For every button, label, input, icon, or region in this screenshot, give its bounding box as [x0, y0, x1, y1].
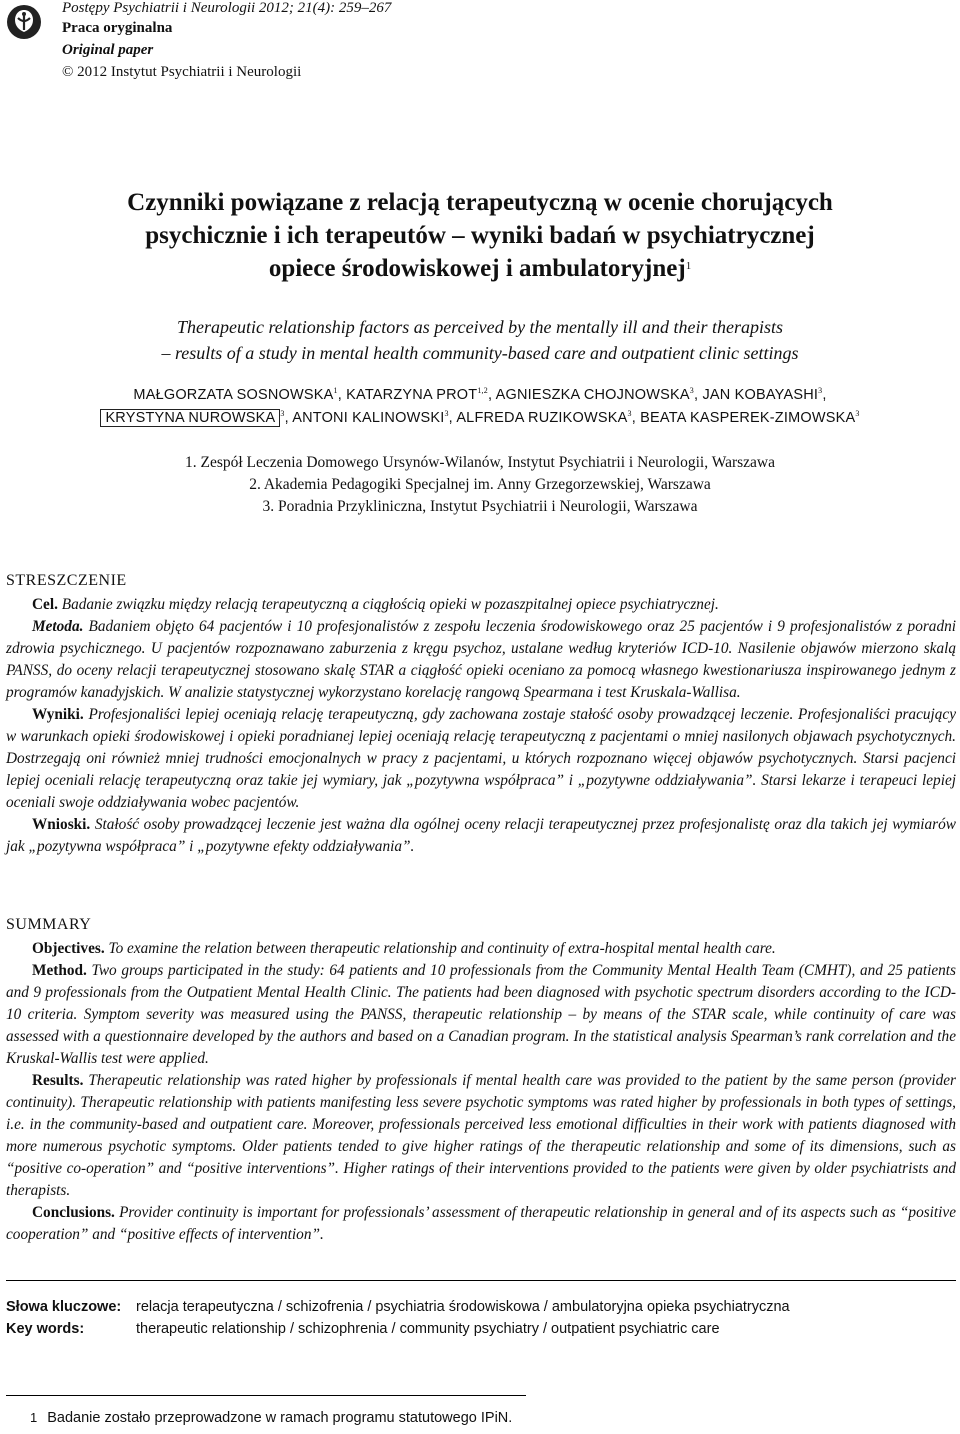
abstract-paragraph	[6, 594, 956, 616]
affiliations	[40, 452, 920, 518]
section-label: Objectives.	[32, 940, 105, 957]
author	[292, 410, 456, 426]
section-label: Cel.	[32, 596, 58, 613]
author-sep: ,	[487, 386, 496, 403]
article-type-pl: Praca oryginalna	[62, 20, 173, 36]
section-label: Wnioski.	[32, 816, 91, 833]
section-label: Wyniki.	[32, 706, 84, 723]
keywords-text: therapeutic relationship / schizophrenia / community psychiatry / outpatient psychiatric care	[136, 1321, 720, 1337]
author-name: ANTONI KALINOWSKI	[292, 409, 445, 426]
paragraph-text: Therapeutic relationship was rated higher by professionals if mental health care was provided to the patient by the same person (provider continuity). Therapeutic relationship with patients manifesting less severe psychotic symptoms was rated higher by professionals in both types of settings, i.e. in the community-based and outpatient care. Moreover, professionals perceived less emotional difficulties in their work with patients diagnosed with more numerous psychotic symptoms. Older patients tended to give higher ratings of the therapeutic relationship and some of its dimensions, such as “positive co-operation” and “positive interventions”. Higher ratings of their interventions provided to the patients were given by older psychiatrists and therapists.	[6, 1072, 956, 1199]
author-affil-mark: 3	[627, 409, 632, 418]
author-affil-mark: 1,2	[477, 386, 488, 395]
section-label: Metoda.	[32, 618, 84, 635]
author-sep: ,	[631, 409, 641, 426]
paragraph-text: Badaniem objęto 64 pacjentów i 10 profesjonalistów z zespołu leczenia środowiskowego oraz 25 pacjentów i 9 profesjonalistów z poradni zdrowia psychicznego. U pacjentów rozpoznawano zaburzenia z kręgu psychoz, ustalane według kryteriów ICD-10. Nasilenie objawów mierzono skalą PANSS, do oceny relacji terapeutycznej stosowano skalę STAR a ciągłość opieki oceniano za pomocą własnego kwestionariusza inspirowanego jednym z programów kanadyjskich. W analizie statystycznej wykorzystano korelację rangową Spearmana i test Kruskala-Wallisa.	[6, 618, 956, 701]
section-label: Method.	[32, 962, 87, 979]
author	[702, 387, 826, 403]
author-sep: ,	[693, 386, 703, 403]
paragraph-text: Two groups participated in the study: 64 patients and 10 professionals from the Community Mental Health Team (CMHT), and 25 patients and 9 professionals from the Outpatient Mental Health Clinic. The patients had been diagnosed with psychotic spectrum disorders according to the ICD-10 criteria. Symptom severity was measured using the PANSS, therapeutic relationship – by means of the STAR scale, while continuity of care was assessed with a questionnaire developed by the authors and based on a Canadian program. In the statistical analysis Spearman’s rank correlation and the Kruskal-Wallis test were applied.	[6, 962, 956, 1067]
author-name: BEATA KASPEREK-ZIMOWSKA	[640, 409, 856, 426]
keywords-label: Key words:	[6, 1321, 85, 1337]
title-footnote-mark: 1	[685, 260, 692, 272]
abstract-paragraph	[6, 1070, 956, 1202]
title-line-1: Czynniki powiązane z relacją terapeutyczną w ocenie chorujących	[127, 189, 833, 216]
author-sep: ,	[822, 386, 827, 403]
author	[496, 387, 703, 403]
article-title-en	[40, 314, 920, 366]
abstract-paragraph	[6, 1202, 956, 1246]
author	[456, 410, 640, 426]
section-label: Results.	[32, 1072, 84, 1089]
author-name: ALFREDA RUZIKOWSKA	[456, 409, 628, 426]
en-title-line-2: – results of a study in mental health community-based care and outpatient clinic settings	[161, 343, 799, 363]
summary-body	[6, 938, 956, 1246]
paragraph-text: To examine the relation between therapeutic relationship and continuity of extra-hospital mental health care.	[104, 940, 776, 957]
abstract-paragraph	[6, 938, 956, 960]
paragraph-text: Provider continuity is important for professionals’ assessment of therapeutic relationship in general and of its aspects such as “positive cooperation” and “positive effects of intervention”.	[6, 1204, 956, 1243]
en-title-line-1: Therapeutic relationship factors as perceived by the mentally ill and their therapists	[176, 317, 784, 337]
abstract-paragraph	[6, 960, 956, 1070]
author-sep: ,	[284, 409, 293, 426]
author	[640, 410, 859, 426]
affiliation: 2. Akademia Pedagogiki Specjalnej im. Anny Grzegorzewskiej, Warszawa	[249, 476, 711, 493]
author-sep: ,	[337, 386, 347, 403]
paragraph-text: Stałość osoby prowadzącej leczenie jest ważna dla ogólnej oceny relacji terapeutycznej przez profesjonalistę oraz dla takich jej wymiarów jak „pozytywna współpraca” i „pozytywne efekty oddziaływania”.	[6, 816, 956, 855]
author-name: JAN KOBAYASHI	[702, 386, 819, 403]
author-affil-mark: 3	[280, 409, 285, 418]
journal-logo-icon	[6, 4, 42, 40]
summary-heading: SUMMARY	[6, 916, 92, 933]
author-affil-mark: 3	[855, 409, 860, 418]
streszczenie-heading: STRESZCZENIE	[6, 572, 127, 589]
keywords-text: relacja terapeutyczna / schizofrenia / psychiatria środowiskowa / ambulatoryjna opieka psychiatryczna	[136, 1299, 790, 1315]
footnote-text: Badanie zostało przeprowadzone w ramach programu statutowego IPiN.	[47, 1410, 513, 1426]
footnote-divider	[6, 1395, 526, 1396]
author-name: KATARZYNA PROT	[346, 386, 478, 403]
author-name-highlighted: KRYSTYNA NUROWSKA	[100, 409, 280, 427]
affiliation: 1. Zespół Leczenia Domowego Ursynów-Wilanów, Instytut Psychiatrii i Neurologii, Warszawa	[185, 454, 775, 471]
author-affil-mark: 3	[444, 409, 449, 418]
abstract-paragraph	[6, 814, 956, 858]
keywords-divider	[6, 1280, 956, 1281]
author	[133, 387, 346, 403]
author	[100, 410, 292, 426]
paragraph-text: Badanie związku między relacją terapeutyczną a ciągłością opieki w pozaszpitalnej opiece psychiatrycznej.	[57, 596, 719, 613]
author-affil-mark: 3	[818, 386, 823, 395]
author-name: MAŁGORZATA SOSNOWSKA	[133, 386, 334, 403]
title-line-3-text: opiece środowiskowej i ambulatoryjnej	[268, 255, 686, 282]
journal-citation: Postępy Psychiatrii i Neurologii 2012; 21(4): 259–267	[62, 0, 392, 16]
authors-line-2	[10, 409, 950, 426]
author-name: AGNIESZKA CHOJNOWSKA	[495, 386, 690, 403]
article-title-pl	[40, 186, 920, 285]
title-line-3	[40, 252, 920, 285]
section-label: Conclusions.	[32, 1204, 115, 1221]
title-line-2: psychicznie i ich terapeutów – wyniki badań w psychiatrycznej	[145, 222, 815, 249]
author-sep: ,	[448, 409, 457, 426]
author-affil-mark: 1	[333, 386, 338, 395]
author	[346, 387, 495, 403]
author-affil-mark: 3	[689, 386, 694, 395]
affiliation: 3. Poradnia Przykliniczna, Instytut Psychiatrii i Neurologii, Warszawa	[262, 498, 698, 515]
keywords-pl	[6, 1296, 790, 1318]
copyright-notice: © 2012 Instytut Psychiatrii i Neurologii	[62, 64, 302, 80]
article-type-en: Original paper	[62, 42, 154, 58]
authors-line-1	[10, 386, 950, 403]
footnote-number: 1	[30, 1410, 38, 1425]
footnote	[30, 1410, 512, 1426]
keywords-label: Słowa kluczowe:	[6, 1299, 122, 1315]
abstract-paragraph	[6, 616, 956, 704]
keywords-en	[6, 1318, 720, 1340]
streszczenie-body	[6, 594, 956, 858]
abstract-paragraph	[6, 704, 956, 814]
paragraph-text: Profesjonaliści lepiej oceniają relację terapeutyczną, gdy zachowana zostaje stałość osoby prowadzącej leczenie. Profesjonaliści pracujący w warunkach opieki środowiskowej i opieki poradnianej lepiej oceniają relację terapeutyczną z pacjentami o mniej nasilonych objawach psychotycznych. Dostrzegają oni również mniej trudności emocjonalnych w pracy z pacjentami, u których rozpoznano więcej objawów psychotycznych. Starsi pacjenci lepiej oceniali relację terapeutyczną oraz takie jej wymiary, jak „pozytywna współpraca” i „pozytywne oddziaływania”. Starsi lekarze i terapeuci lepiej oceniali swoje oddziaływania wobec pacjentów.	[6, 706, 956, 811]
